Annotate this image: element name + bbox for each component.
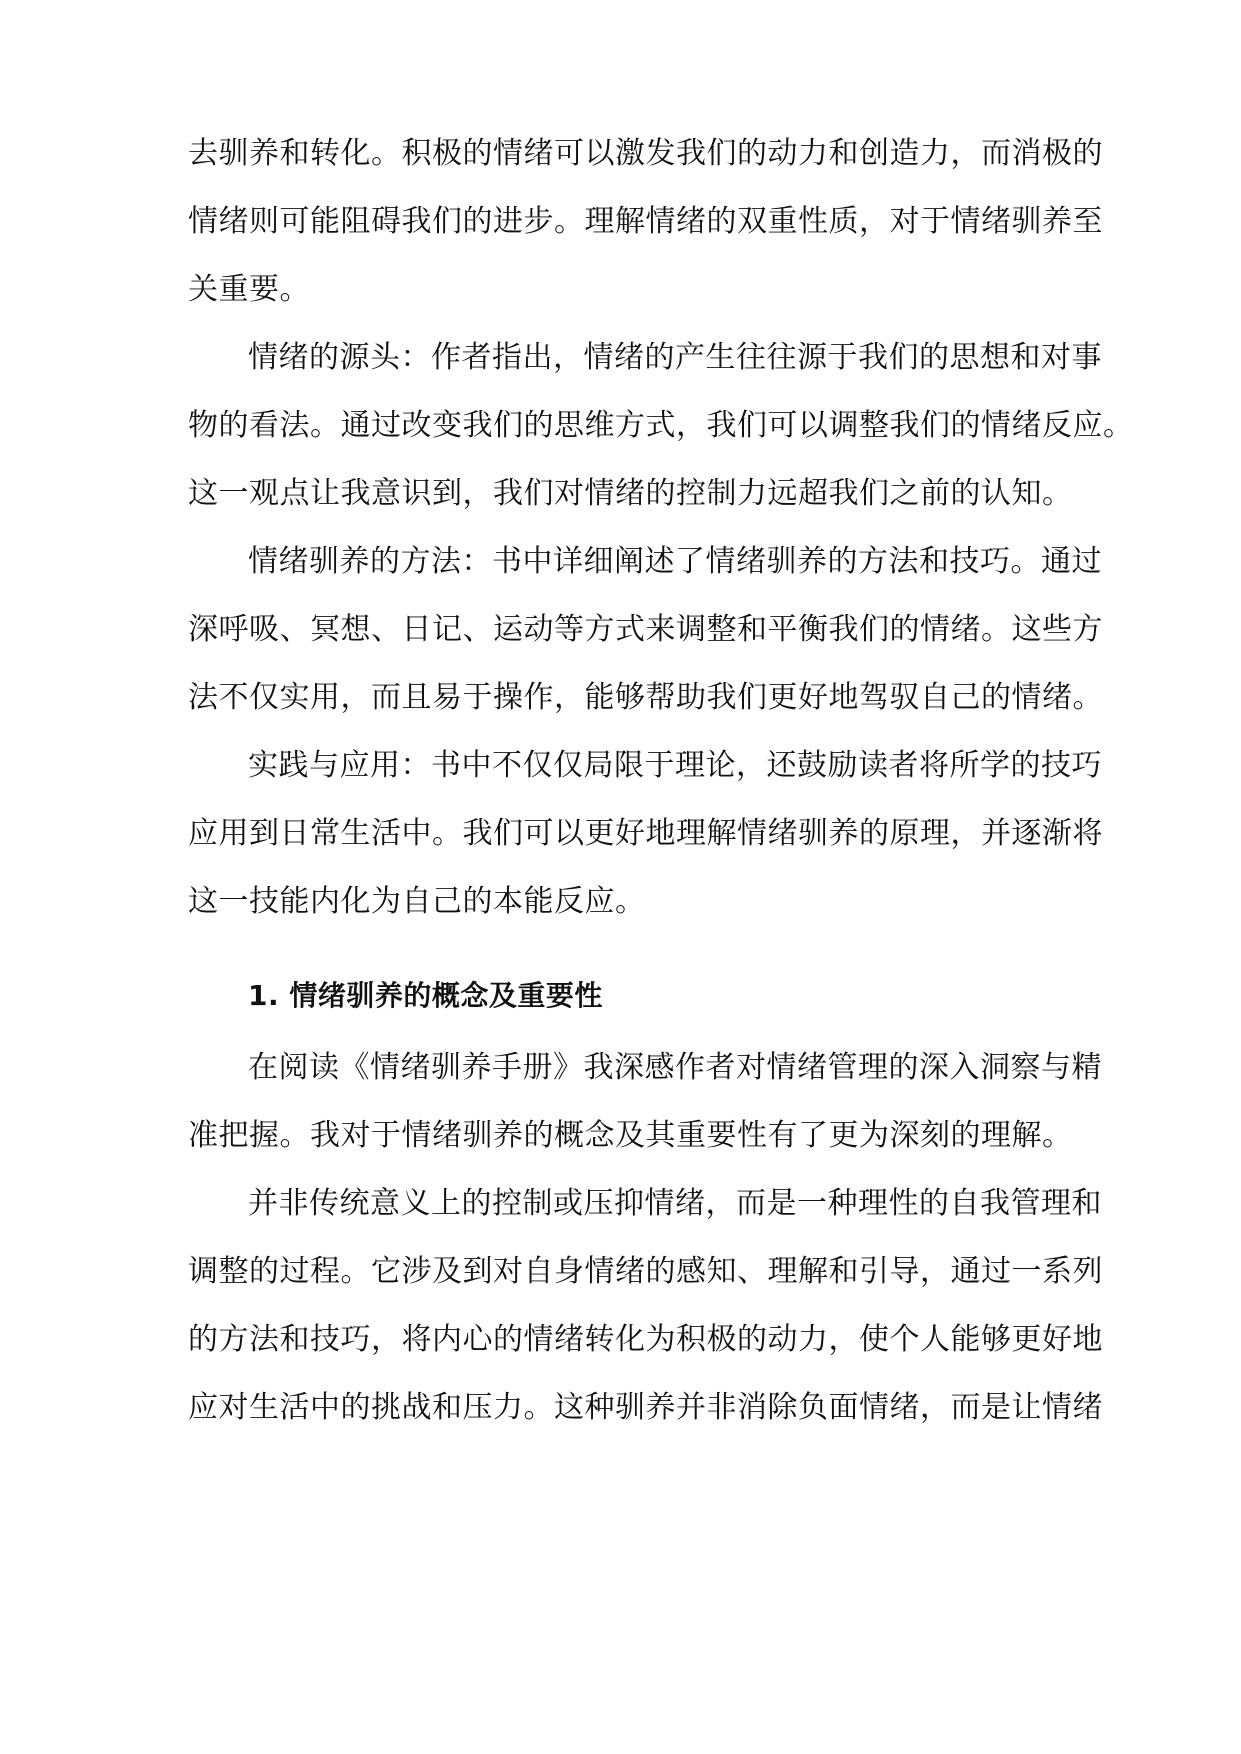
paragraph-line: 这一观点让我意识到，我们对情绪的控制力远超我们之前的认知。 <box>188 476 1073 511</box>
paragraph-line: 情绪则可能阻碍我们的进步。理解情绪的双重性质，对于情绪驯养至 <box>188 204 1103 239</box>
paragraph-line: 的方法和技巧，将内心的情绪转化为积极的动力，使个人能够更好地 <box>188 1322 1103 1357</box>
paragraph-line: 去驯养和转化。积极的情绪可以激发我们的动力和创造力，而消极的 <box>188 136 1103 171</box>
paragraph-line: 在阅读《情绪驯养手册》我深感作者对情绪管理的深入洞察与精 <box>248 1050 1102 1085</box>
paragraph-line: 关重要。 <box>188 272 310 307</box>
paragraph-line: 情绪的源头：作者指出，情绪的产生往往源于我们的思想和对事 <box>248 340 1102 375</box>
paragraph-line: 并非传统意义上的控制或压抑情绪，而是一种理性的自我管理和 <box>248 1186 1102 1221</box>
paragraph-line: 准把握。我对于情绪驯养的概念及其重要性有了更为深刻的理解。 <box>188 1118 1073 1153</box>
section-heading: 1. 情绪驯养的概念及重要性 <box>248 979 603 1012</box>
paragraph-line: 调整的过程。它涉及到对自身情绪的感知、理解和引导，通过一系列 <box>188 1254 1103 1289</box>
paragraph-line: 深呼吸、冥想、日记、运动等方式来调整和平衡我们的情绪。这些方 <box>188 612 1103 647</box>
paragraph-line: 物的看法。通过改变我们的思维方式，我们可以调整我们的情绪反应。 <box>188 408 1134 443</box>
paragraph-line: 这一技能内化为自己的本能反应。 <box>188 884 646 919</box>
paragraph-line: 实践与应用：书中不仅仅局限于理论，还鼓励读者将所学的技巧 <box>248 748 1102 783</box>
paragraph-line: 应用到日常生活中。我们可以更好地理解情绪驯养的原理，并逐渐将 <box>188 816 1103 851</box>
paragraph-line: 应对生活中的挑战和压力。这种驯养并非消除负面情绪，而是让情绪 <box>188 1390 1103 1425</box>
paragraph-line: 法不仅实用，而且易于操作，能够帮助我们更好地驾驭自己的情绪。 <box>188 680 1103 715</box>
paragraph-line: 情绪驯养的方法：书中详细阐述了情绪驯养的方法和技巧。通过 <box>248 544 1102 579</box>
